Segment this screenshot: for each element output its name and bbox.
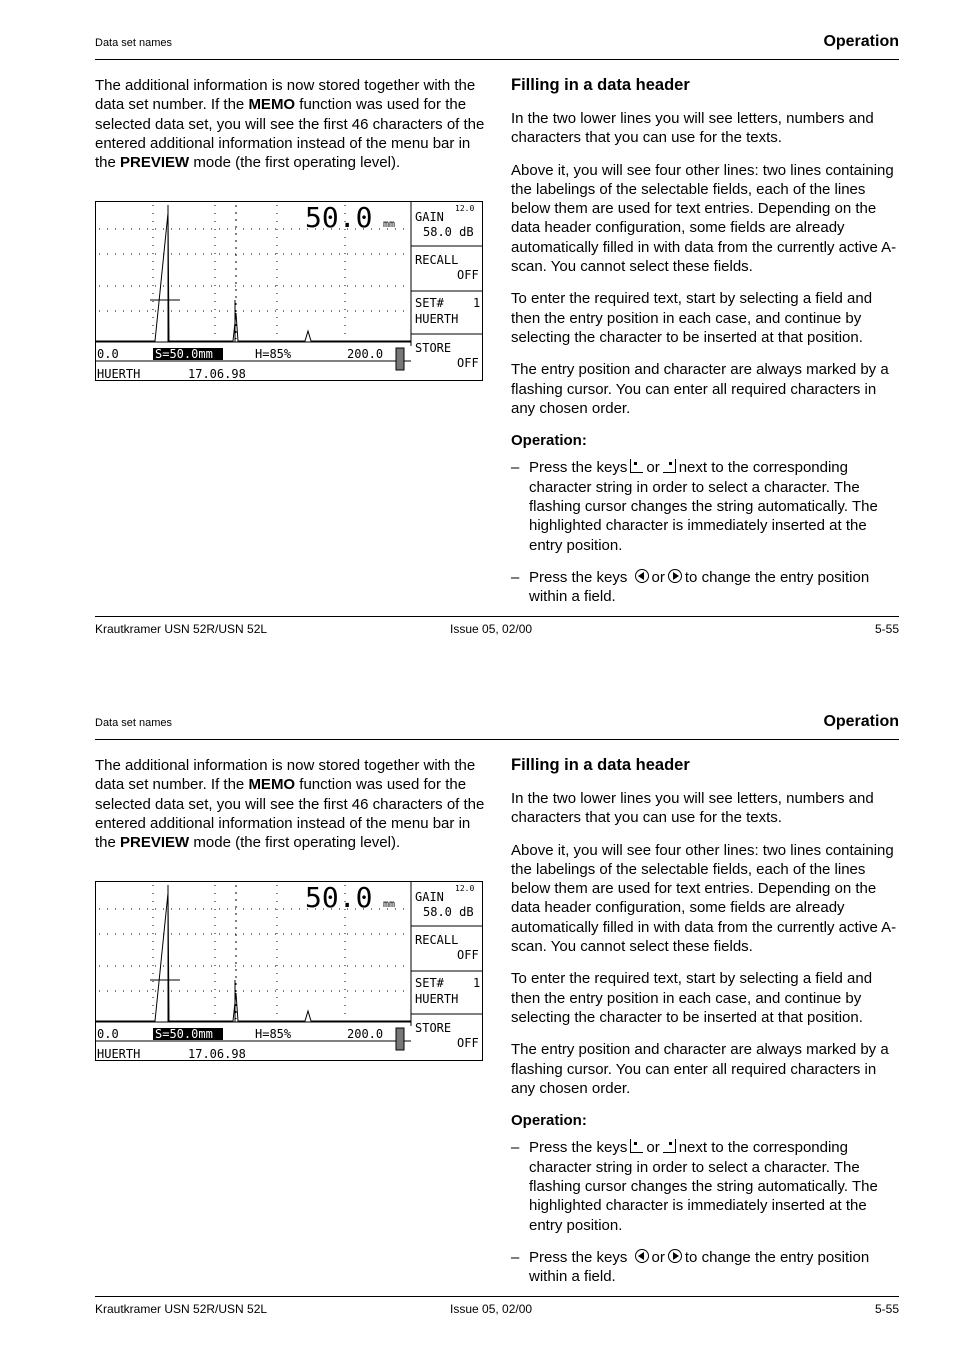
header-section-name: Data set names (95, 37, 173, 49)
svg-text:0.0: 0.0 (97, 347, 119, 361)
svg-text:200.0: 200.0 (347, 1027, 384, 1041)
operation-label: Operation: (511, 432, 587, 450)
list-item: – Press the keys or next to the corresponding character string in order to select a character. The flashing cursor changes the string automatically. The highlighted character is immediately inserted at the entry position. (511, 459, 878, 554)
paragraph: In the two lower lines you will see letters, numbers and characters that you can use for the texts. (511, 110, 874, 147)
footer-rule (95, 616, 899, 617)
paragraph: To enter the required text, start by selecting a field and then the entry position in each case, and continue by selecting the character to be inserted at that position. (511, 290, 873, 346)
page-2 (0, 680, 954, 1355)
paragraph: Above it, you will see four other lines: two lines containing the labelings of the selectable fields, each of the lines below them are used for text entries. Depending on the data header configuration, some fields are already automatically filled in with data from the currently active A-scan. You cannot select these fields. (511, 841, 897, 956)
list-item: – Press the keys or to change the entry position within a field. (511, 1248, 870, 1286)
big-readout-unit: mm (383, 219, 396, 230)
big-readout: 50.0 (305, 881, 373, 914)
header-rule (95, 59, 899, 60)
header-chapter: Operation (823, 713, 899, 730)
svg-text:HUERTH: HUERTH (415, 992, 459, 1006)
header-rule (95, 739, 899, 740)
footer-issue: Issue 05, 02/00 (450, 622, 533, 636)
big-readout-unit: mm (383, 899, 396, 910)
svg-text:HUERTH: HUERTH (415, 312, 459, 326)
svg-text:H=85%: H=85% (255, 1027, 292, 1041)
right-softkey-icon (663, 459, 676, 473)
svg-text:H=85%: H=85% (255, 347, 292, 361)
svg-text:RECALL: RECALL (415, 253, 459, 267)
svg-text:1: 1 (473, 296, 481, 310)
left-column-paragraph: The additional information is now stored together with the data set number. If the MEMO function was used for the selected data set, you will see the first 46 characters of the entered additional information instead of the menu bar in the PREVIEW mode (the first operating level). (95, 77, 485, 172)
svg-text:HUERTH: HUERTH (97, 1047, 141, 1061)
svg-text:HUERTH: HUERTH (97, 367, 141, 381)
svg-text:STORE: STORE (415, 1021, 452, 1035)
paragraph: In the two lower lines you will see letters, numbers and characters that you can use for the texts. (511, 790, 874, 827)
instrument-screen (95, 201, 483, 381)
right-arrow-key-icon (668, 569, 682, 583)
paragraph: The entry position and character are always marked by a flashing cursor. You can enter all required characters in any chosen order. (511, 1041, 889, 1097)
svg-text:OFF: OFF (457, 356, 479, 370)
svg-text:OFF: OFF (457, 948, 479, 962)
left-softkey-icon (630, 1139, 643, 1153)
right-softkey-icon (663, 1139, 676, 1153)
big-readout: 50.0 (305, 201, 373, 234)
footer-product: Krautkramer USN 52R/USN 52L (95, 1302, 268, 1316)
svg-text:STORE: STORE (415, 341, 452, 355)
footer-page-number: 5-55 (874, 1302, 899, 1316)
instrument-screen (95, 881, 483, 1061)
left-arrow-key-icon (635, 1249, 649, 1263)
svg-text:GAIN: GAIN (415, 210, 444, 224)
svg-text:RECALL: RECALL (415, 933, 459, 947)
svg-text:1: 1 (473, 976, 481, 990)
svg-text:17.06.98: 17.06.98 (188, 1047, 246, 1061)
header-chapter: Operation (823, 33, 899, 50)
list-item: – Press the keys or to change the entry position within a field. (511, 568, 870, 606)
section-title: Filling in a data header (511, 76, 690, 94)
operation-label: Operation: (511, 1112, 587, 1130)
right-column (511, 75, 901, 620)
section-title: Filling in a data header (511, 756, 690, 774)
svg-text:0.0: 0.0 (97, 1027, 119, 1041)
list-item: – Press the keys or next to the corresponding character string in order to select a character. The flashing cursor changes the string automatically. The highlighted character is immediately inserted at the entry position. (511, 1139, 878, 1234)
svg-text:SET#: SET# (415, 296, 444, 310)
svg-text:OFF: OFF (457, 268, 479, 282)
svg-text:17.06.98: 17.06.98 (188, 367, 246, 381)
footer-product: Krautkramer USN 52R/USN 52L (95, 622, 268, 636)
svg-text:SET#: SET# (415, 976, 444, 990)
svg-text:S=50.0mm: S=50.0mm (155, 1027, 213, 1041)
right-column (511, 755, 901, 1300)
left-softkey-icon (630, 459, 643, 473)
paragraph: Above it, you will see four other lines: two lines containing the labelings of the selectable fields, each of the lines below them are used for text entries. Depending on the data header configuration, some fields are already automatically filled in with data from the currently active A-scan. You cannot select these fields. (511, 161, 897, 276)
svg-text:12.0: 12.0 (455, 204, 475, 213)
svg-text:200.0: 200.0 (347, 347, 384, 361)
paragraph: The entry position and character are always marked by a flashing cursor. You can enter all required characters in any chosen order. (511, 361, 889, 417)
paragraph: To enter the required text, start by selecting a field and then the entry position in each case, and continue by selecting the character to be inserted at that position. (511, 970, 873, 1026)
left-arrow-key-icon (635, 569, 649, 583)
footer-issue: Issue 05, 02/00 (450, 1302, 533, 1316)
svg-text:OFF: OFF (457, 1036, 479, 1050)
page-1 (0, 0, 954, 675)
svg-text:58.0 dB: 58.0 dB (423, 225, 474, 239)
header-section-name: Data set names (95, 717, 173, 729)
right-arrow-key-icon (668, 1249, 682, 1263)
left-column-paragraph: The additional information is now stored together with the data set number. If the MEMO function was used for the selected data set, you will see the first 46 characters of the entered additional information instead of the menu bar in the PREVIEW mode (the first operating level). (95, 757, 485, 852)
svg-text:S=50.0mm: S=50.0mm (155, 347, 213, 361)
svg-text:GAIN: GAIN (415, 890, 444, 904)
svg-text:12.0: 12.0 (455, 884, 475, 893)
footer-page-number: 5-55 (874, 622, 899, 636)
footer-rule (95, 1296, 899, 1297)
svg-text:58.0 dB: 58.0 dB (423, 905, 474, 919)
